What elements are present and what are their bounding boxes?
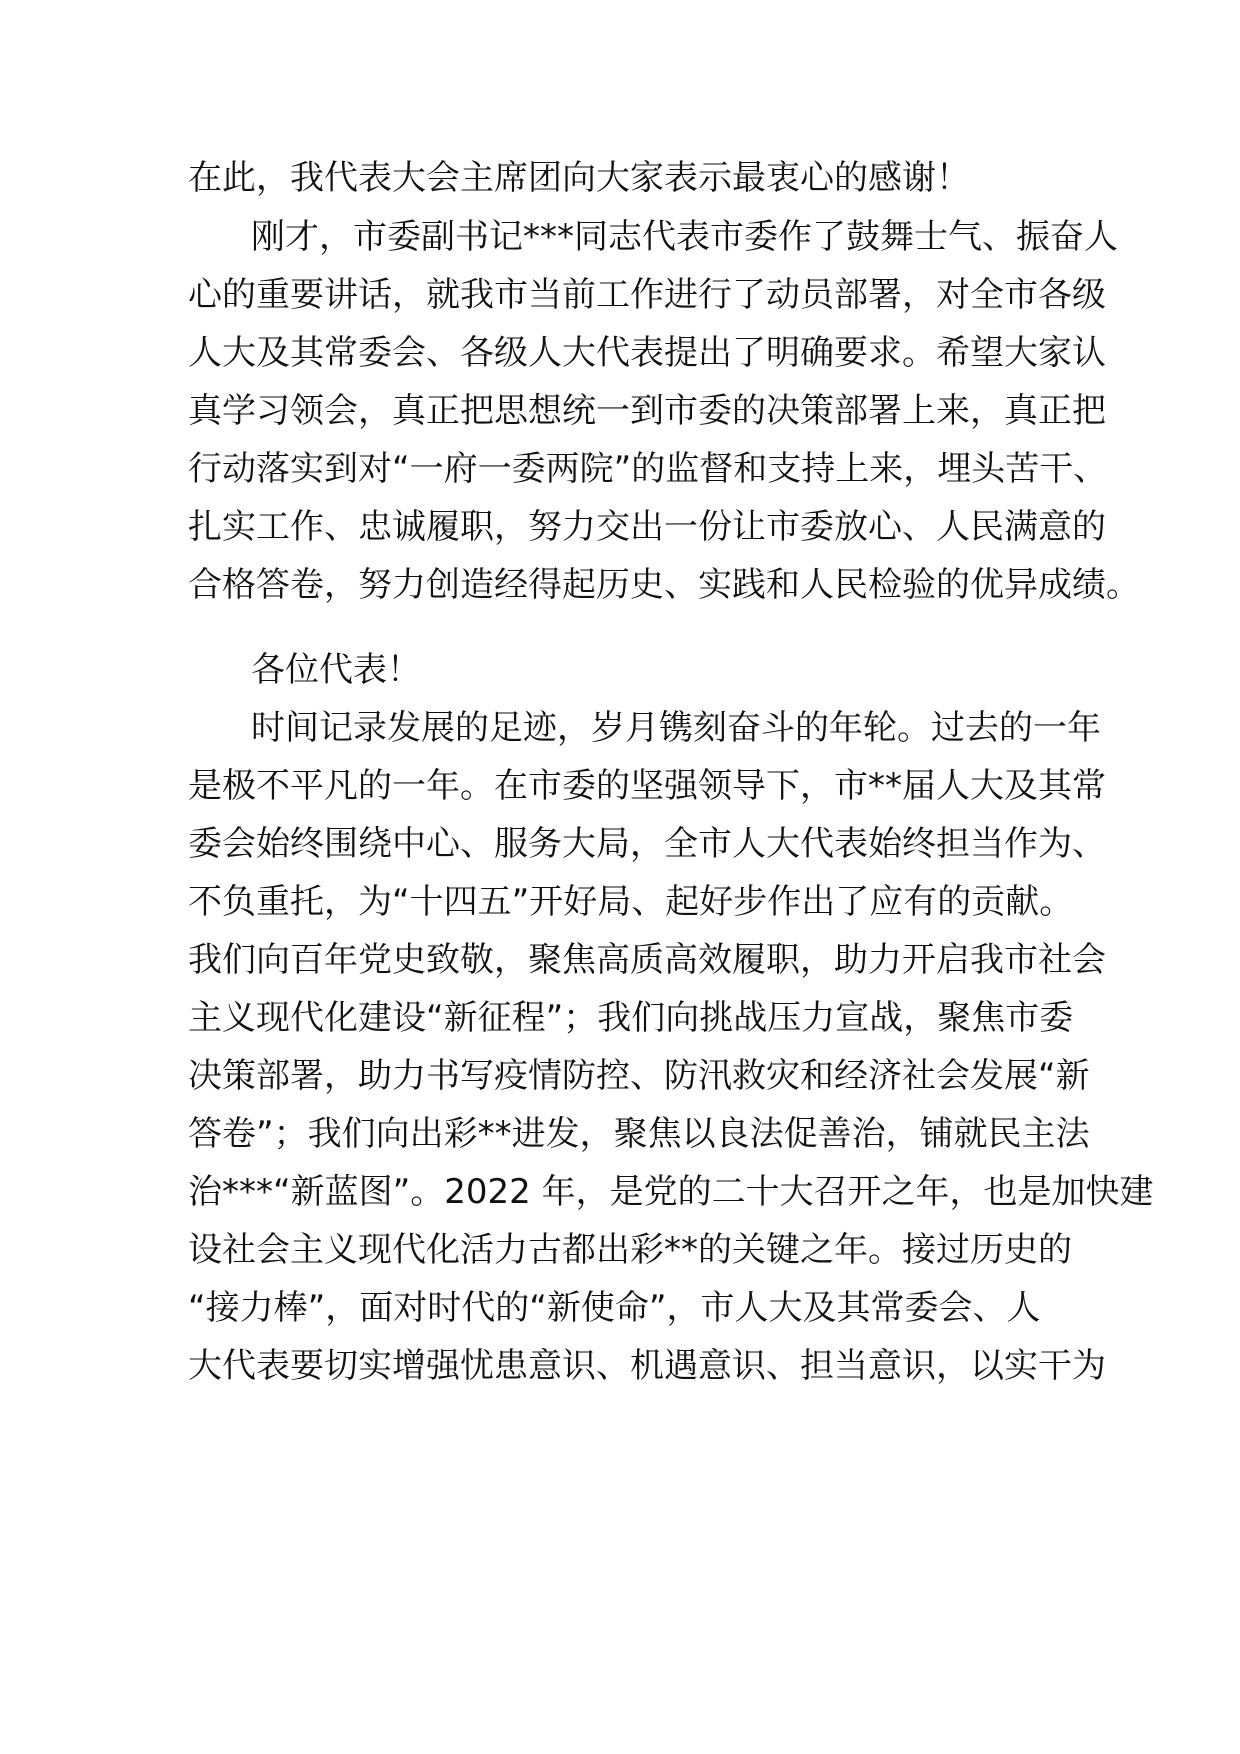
text-line: 答卷”；我们向出彩**进发，聚焦以良法促善治，铺就民主法	[188, 1114, 1090, 1154]
text-line: 治***“新蓝图”。2022 年，是党的二十大召开之年，也是加快建	[188, 1172, 1154, 1212]
text-line: 决策部署，助力书写疫情防控、防汛救灾和经济社会发展“新	[188, 1056, 1090, 1096]
text-line: “接力棒”，面对时代的“新使命”，市人大及其常委会、人	[188, 1288, 1041, 1328]
text-line: 委会始终围绕中心、服务大局，全市人大代表始终担当作为、	[188, 824, 1106, 864]
text-line: 不负重托，为“十四五”开好局、起好步作出了应有的贡献。	[188, 882, 1074, 922]
text-line: 设社会主义现代化活力古都出彩**的关键之年。接过历史的	[188, 1230, 1072, 1270]
text-line: 主义现代化建设“新征程”；我们向挑战压力宣战，聚焦市委	[188, 998, 1074, 1038]
text-line: 人大及其常委会、各级人大代表提出了明确要求。希望大家认	[188, 333, 1106, 373]
text-line: 合格答卷，努力创造经得起历史、实践和人民检验的优异成绩。	[188, 565, 1140, 605]
text-line: 心的重要讲话，就我市当前工作进行了动员部署，对全市各级	[188, 275, 1106, 315]
text-line: 是极不平凡的一年。在市委的坚强领导下，市**届人大及其常	[188, 766, 1106, 806]
paragraph-first-line: 时间记录发展的足迹，岁月镌刻奋斗的年轮。过去的一年	[251, 708, 1101, 748]
text-line: 真学习领会，真正把思想统一到市委的决策部署上来，真正把	[188, 391, 1106, 431]
text-line: 行动落实到对“一府一委两院”的监督和支持上来，埋头苦干、	[188, 449, 1108, 489]
text-line: 我们向百年党史致敬，聚焦高质高效履职，助力开启我市社会	[188, 940, 1106, 980]
text-line: 扎实工作、忠诚履职，努力交出一份让市委放心、人民满意的	[188, 507, 1106, 547]
paragraph-first-line: 刚才，市委副书记***同志代表市委作了鼓舞士气、振奋人	[251, 217, 1118, 257]
section-salutation: 各位代表！	[251, 650, 421, 690]
text-line: 大代表要切实增强忧患意识、机遇意识、担当意识，以实干为	[188, 1346, 1106, 1386]
text-line: 在此，我代表大会主席团向大家表示最衷心的感谢！	[188, 158, 970, 198]
